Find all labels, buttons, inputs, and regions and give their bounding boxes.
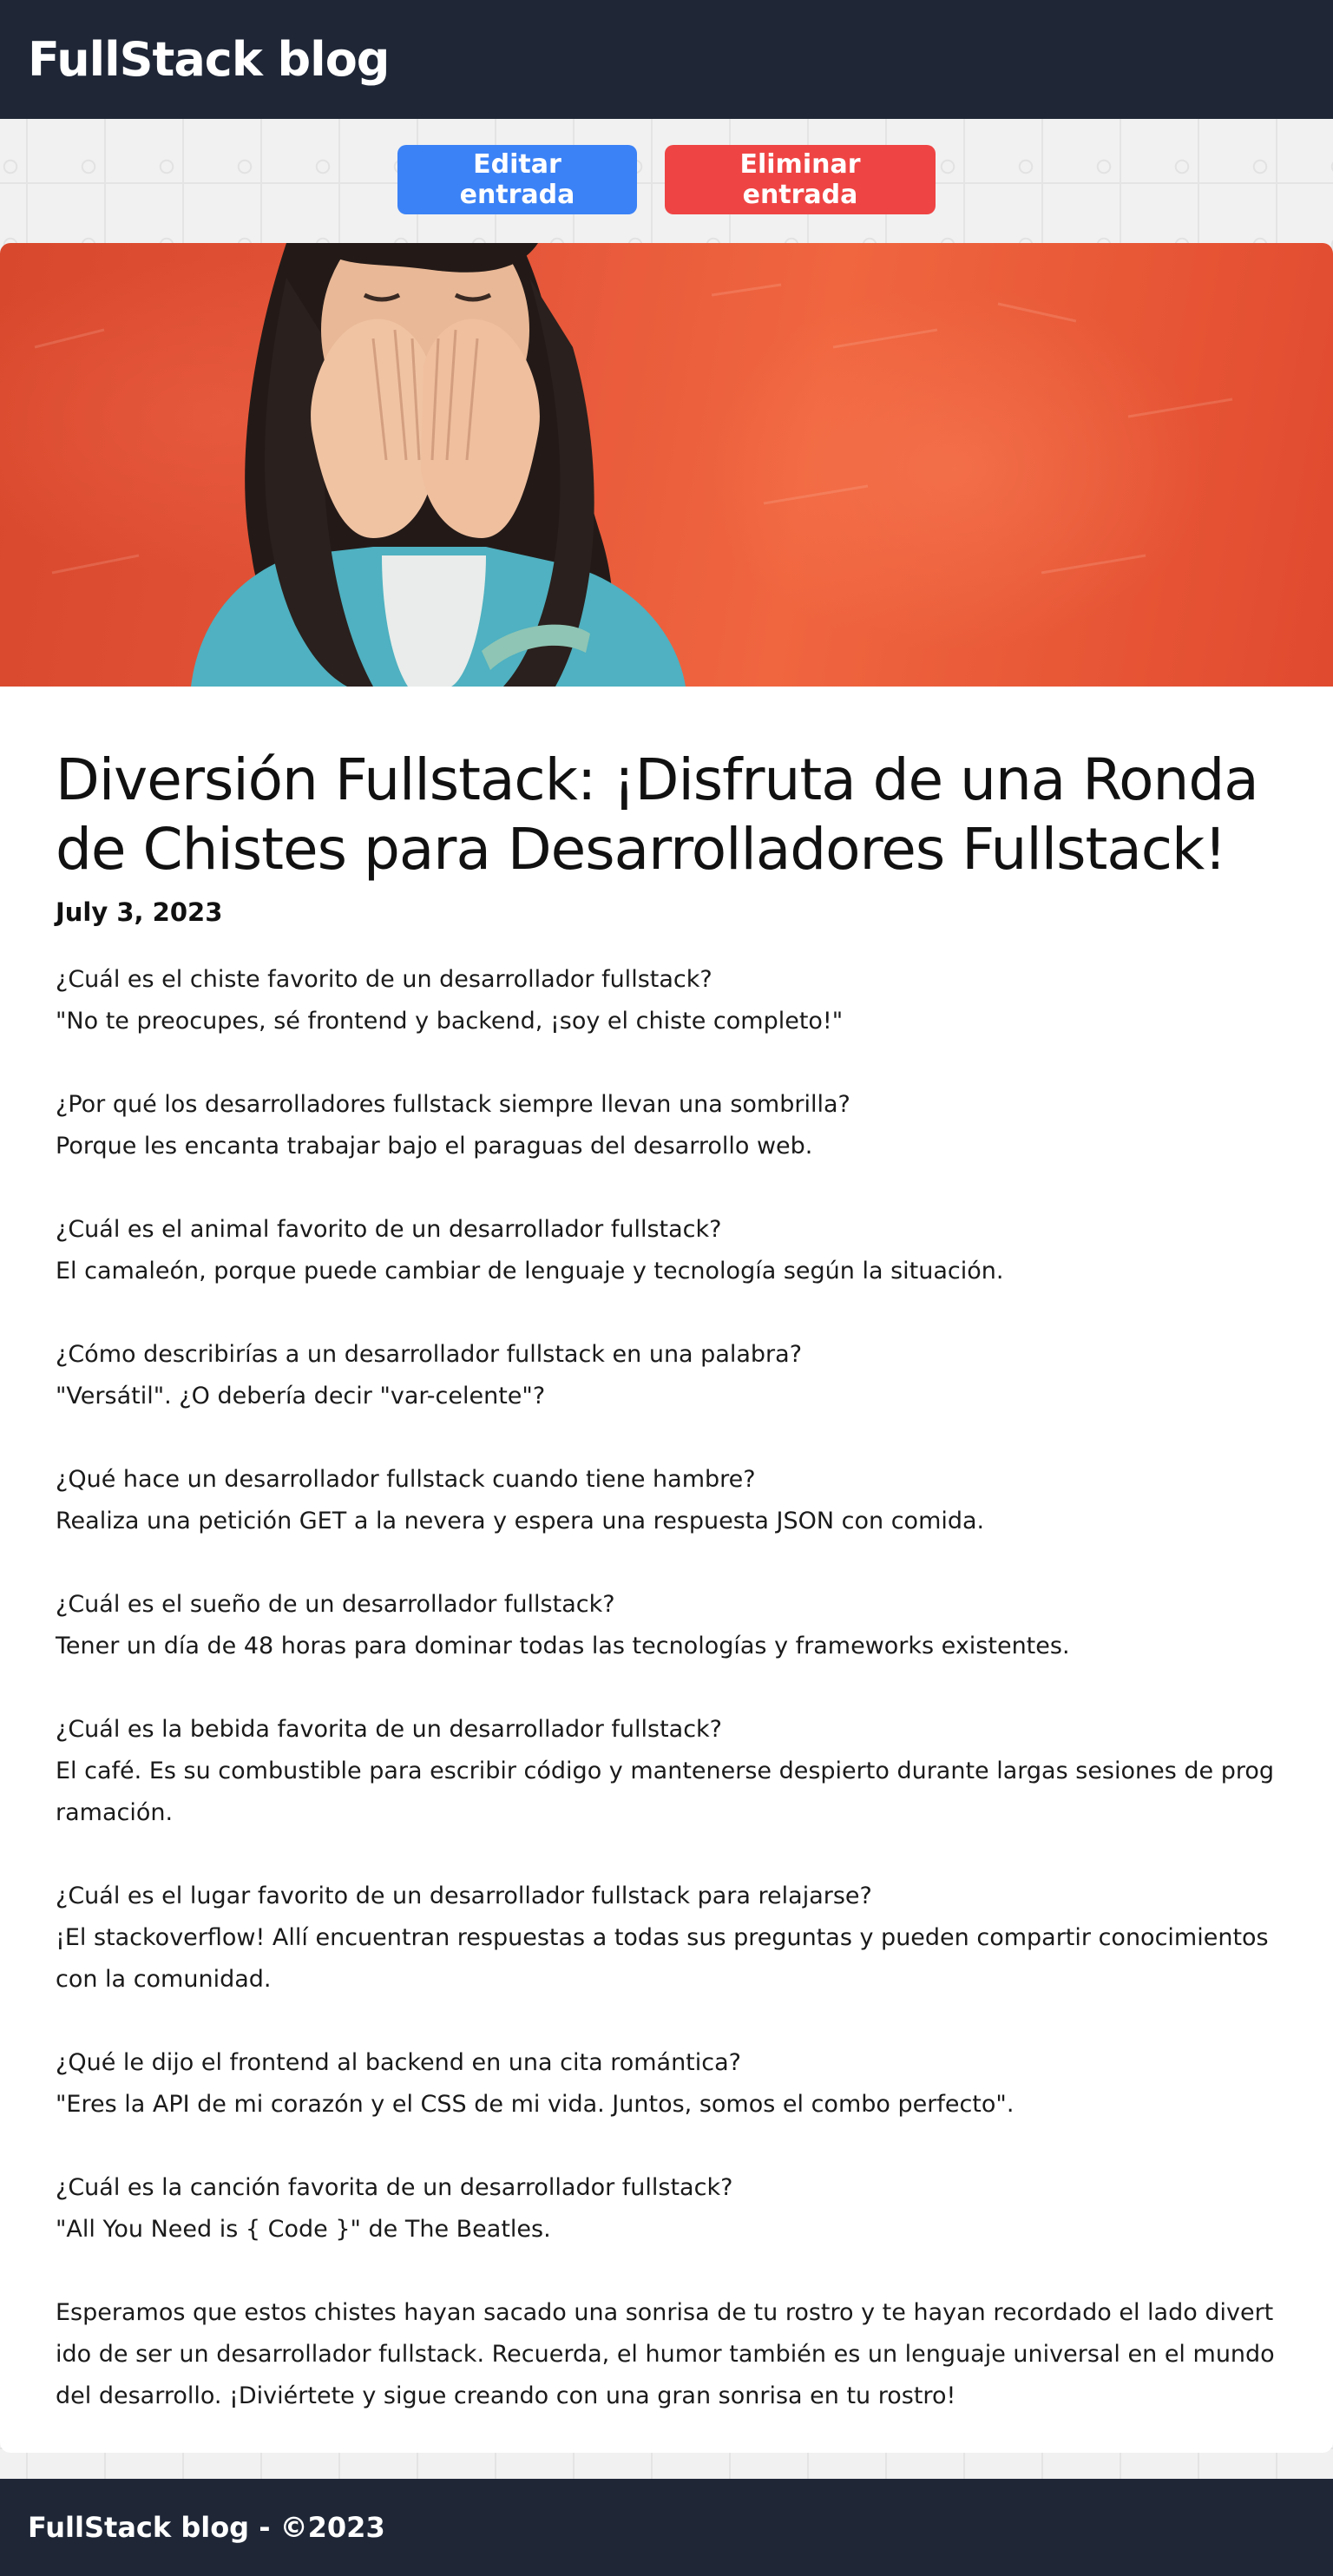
joke-item	[56, 1084, 1277, 1167]
joke-answer: Tener un día de 48 horas para dominar todas las tecnologías y frameworks existentes.	[56, 1633, 1070, 1659]
post-body	[0, 746, 1333, 2417]
joke-item	[56, 1334, 1277, 1417]
joke-answer: "Eres la API de mi corazón y el CSS de mi vida. Juntos, somos el combo perfecto".	[56, 2091, 1015, 2118]
joke-question: ¿Qué le dijo el frontend al backend en una cita romántica?	[56, 2049, 741, 2076]
joke-item	[56, 1209, 1277, 1292]
post-content	[56, 959, 1277, 2417]
joke-question: ¿Cuál es la bebida favorita de un desarrollador fullstack?	[56, 1716, 723, 1743]
joke-answer: ¡El stackoverflow! Allí encuentran respuestas a todas sus preguntas y pueden compartir conocimientos con la comunidad.	[56, 1924, 1269, 1993]
site-header	[0, 0, 1333, 119]
joke-answer: Porque les encanta trabajar bajo el paraguas del desarrollo web.	[56, 1133, 813, 1160]
joke-item	[56, 1584, 1277, 1667]
joke-question: ¿Por qué los desarrolladores fullstack siempre llevan una sombrilla?	[56, 1091, 850, 1118]
joke-answer: "Versátil". ¿O debería decir "var-celente"?	[56, 1383, 546, 1410]
joke-answer: "No te preocupes, sé frontend y backend, ¡soy el chiste completo!"	[56, 1008, 844, 1035]
joke-answer: Realiza una petición GET a la nevera y espera una respuesta JSON con comida.	[56, 1508, 985, 1534]
joke-item	[56, 959, 1277, 1042]
joke-question: ¿Cuál es el chiste favorito de un desarrollador fullstack?	[56, 966, 712, 993]
joke-question: ¿Cómo describirías a un desarrollador fullstack en una palabra?	[56, 1341, 803, 1368]
post-title: Diversión Fullstack: ¡Disfruta de una Ronda de Chistes para Desarrolladores Fullstack!	[56, 746, 1258, 883]
joke-answer: "All You Need is { Code }" de The Beatles.	[56, 2216, 551, 2243]
joke-item	[56, 2167, 1277, 2251]
post-actions	[0, 119, 1333, 243]
delete-post-button[interactable]: Eliminar entrada	[665, 145, 936, 214]
joke-question: ¿Qué hace un desarrollador fullstack cuando tiene hambre?	[56, 1466, 756, 1493]
footer-copyright: FullStack blog - ©2023	[28, 2511, 385, 2544]
joke-item	[56, 1709, 1277, 1834]
post-card	[0, 243, 1333, 2453]
post-date: July 3, 2023	[56, 897, 223, 927]
joke-question: ¿Cuál es el sueño de un desarrollador fullstack?	[56, 1591, 615, 1618]
joke-item	[56, 1876, 1277, 2001]
joke-answer: El café. Es su combustible para escribir código y mantenerse despierto durante largas sesiones de programación.	[56, 1758, 1275, 1826]
edit-post-button[interactable]: Editar entrada	[397, 145, 637, 214]
joke-question: ¿Cuál es la canción favorita de un desarrollador fullstack?	[56, 2174, 733, 2201]
joke-item	[56, 1459, 1277, 1542]
post-cover-image	[0, 243, 1333, 687]
joke-question: ¿Cuál es el animal favorito de un desarrollador fullstack?	[56, 1216, 722, 1243]
post-closing: Esperamos que estos chistes hayan sacado una sonrisa de tu rostro y te hayan recordado el lado divertido de ser un desarrollador fullstack. Recuerda, el humor también es un lenguaje universal en el mundo del desarrollo. ¡Diviértete y sigue creando con una gran sonrisa en tu rostro!	[56, 2299, 1275, 2409]
site-title[interactable]: FullStack blog	[28, 32, 390, 87]
site-footer	[0, 2479, 1333, 2576]
joke-item	[56, 2042, 1277, 2126]
laughing-woman-illustration	[0, 243, 1333, 687]
joke-answer: El camaleón, porque puede cambiar de lenguaje y tecnología según la situación.	[56, 1258, 1004, 1285]
joke-question: ¿Cuál es el lugar favorito de un desarrollador fullstack para relajarse?	[56, 1883, 872, 1909]
